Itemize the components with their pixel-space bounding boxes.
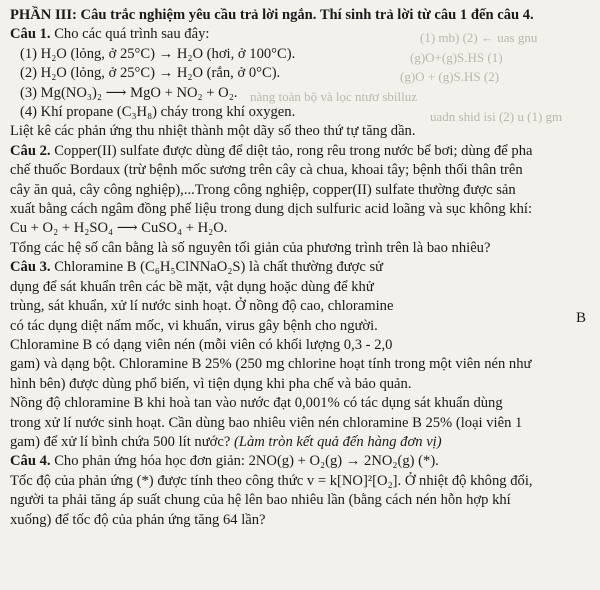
question-1-text: Cho các quá trình sau đây: [54,26,210,43]
question-2-line: cây ăn quả, cây công nghiệp),...Trong công nghiệp, copper(II) sulfate thường được sản [10,181,516,198]
question-4-line: xuống) để tốc độ của phản ứng tăng 64 lần? [10,511,266,528]
question-3-line: gam) và dạng bột. Chloramine B 25% (250 mg chlorine hoạt tính trong một viên nén như [10,356,532,373]
question-3-line: trong xử lí nước sinh hoạt. Cần dùng bao nhiêu viên nén chloramine B 25% (loại viên 1 [10,414,523,431]
question-3-line: dụng để sát khuẩn trên các bề mặt, vật dụng hoặc dùng để khử [10,278,374,295]
question-1-ask: Liệt kê các phản ứng thu nhiệt thành một dãy số theo thứ tự tăng dần. [10,123,416,140]
bleed-through-text: (g)O+(g)S.HS (1) [410,50,503,65]
question-3-line: Nồng độ chloramine B khi hoà tan vào nước đạt 0,001% có tác dụng sát khuẩn dùng [10,395,503,412]
bleed-through-text: (g)O + (g)S.HS (2) [400,69,500,84]
question-1-item: (3) Mg(NO₃)₂ ⟶ MgO + NO₂ + O₂. [20,84,238,101]
question-3-note: (Làm tròn kết quả đến hàng đơn vị) [233,433,442,450]
question-2-text: Copper(II) sulfate được dùng để diệt tảo, rong rêu trong nước bể bơi; dùng để pha [54,142,533,159]
part-title: PHẦN III: Câu trắc nghiệm yêu cầu trả lời ngắn. Thí sinh trả lời từ câu 1 đến câu 4. [10,7,534,23]
question-1-item: (1) H₂O (lỏng, ở 25°C) → H₂O (hơi, ở 100°C). [20,45,296,62]
question-4-line [10,452,592,471]
question-3-label: Câu 3. [10,259,51,276]
question-3-line: có tác dụng diệt nấm mốc, vi khuẩn, virus gây bệnh cho người. [10,317,378,334]
question-2-ask: Tổng các hệ số cân bằng là số nguyên tối giản của phương trình trên là bao nhiêu? [10,239,491,256]
question-3-text: gam) để xử lí bình chứa 500 lít nước? [10,433,231,450]
bleed-through-text: nàng toàn bộ và lọc ntươ sbilluz [250,89,418,104]
question-4-line: người ta phải tăng áp suất chung của hệ lên bao nhiêu lần (bằng cách nén hỗn hợp khí [10,492,511,509]
question-1-item: (2) H₂O (lỏng, ở 25°C) → H₂O (rắn, ở 0°C). [20,65,281,82]
question-3-line [10,433,592,452]
question-2-line: xuất bằng cách ngâm đồng phế liệu trong dung dịch sulfuric acid loãng và sục không khí: [10,201,533,218]
question-3-line: trùng, sát khuẩn, xử lí nước sinh hoạt. Ở nồng độ cao, chloramine [10,298,394,315]
question-3-text: Chloramine B (C₆H₅ClNNaO₂S) là chất thường được sử [54,259,384,276]
question-2-label: Câu 2. [10,142,51,159]
figure-label: B [575,310,586,326]
question-2-equation: Cu + O₂ + H₂SO₄ ⟶ CuSO₄ + H₂O. [10,220,228,237]
question-4-text: Cho phản ứng hóa học đơn giản: 2NO(g) + O₂(g) → 2NO₂(g) (*). [54,453,439,470]
bleed-through-text: uadn shid isi (2) u (1) gm [430,109,563,124]
question-1-label: Câu 1. [10,26,51,43]
question-4-label: Câu 4. [10,453,51,470]
question-1-stem [10,25,592,44]
question-1-item: (4) Khí propane (C₃H₈) cháy trong khí oxygen. [20,104,296,121]
question-3-line: Chloramine B có dạng viên nén (mỗi viên có khối lượng 0,3 - 2,0 [10,336,393,353]
question-4-line: Tốc độ của phản ứng (*) được tính theo công thức v = k[NO]²[O₂]. Ở nhiệt độ không đổi, [10,472,533,489]
question-2-line: chế thuốc Bordaux (trừ bệnh mốc sương trên cây cà chua, khoai tây; bệnh thối thân trên [10,162,523,179]
question-2-line [10,142,592,161]
bleed-through-text: (1) mb) (2) ← uas gnu [420,30,538,45]
question-3-line: hình bên) được dùng phổ biến, vì tiện dụng khi pha chế và bảo quản. [10,375,412,392]
question-3-line [10,258,592,277]
